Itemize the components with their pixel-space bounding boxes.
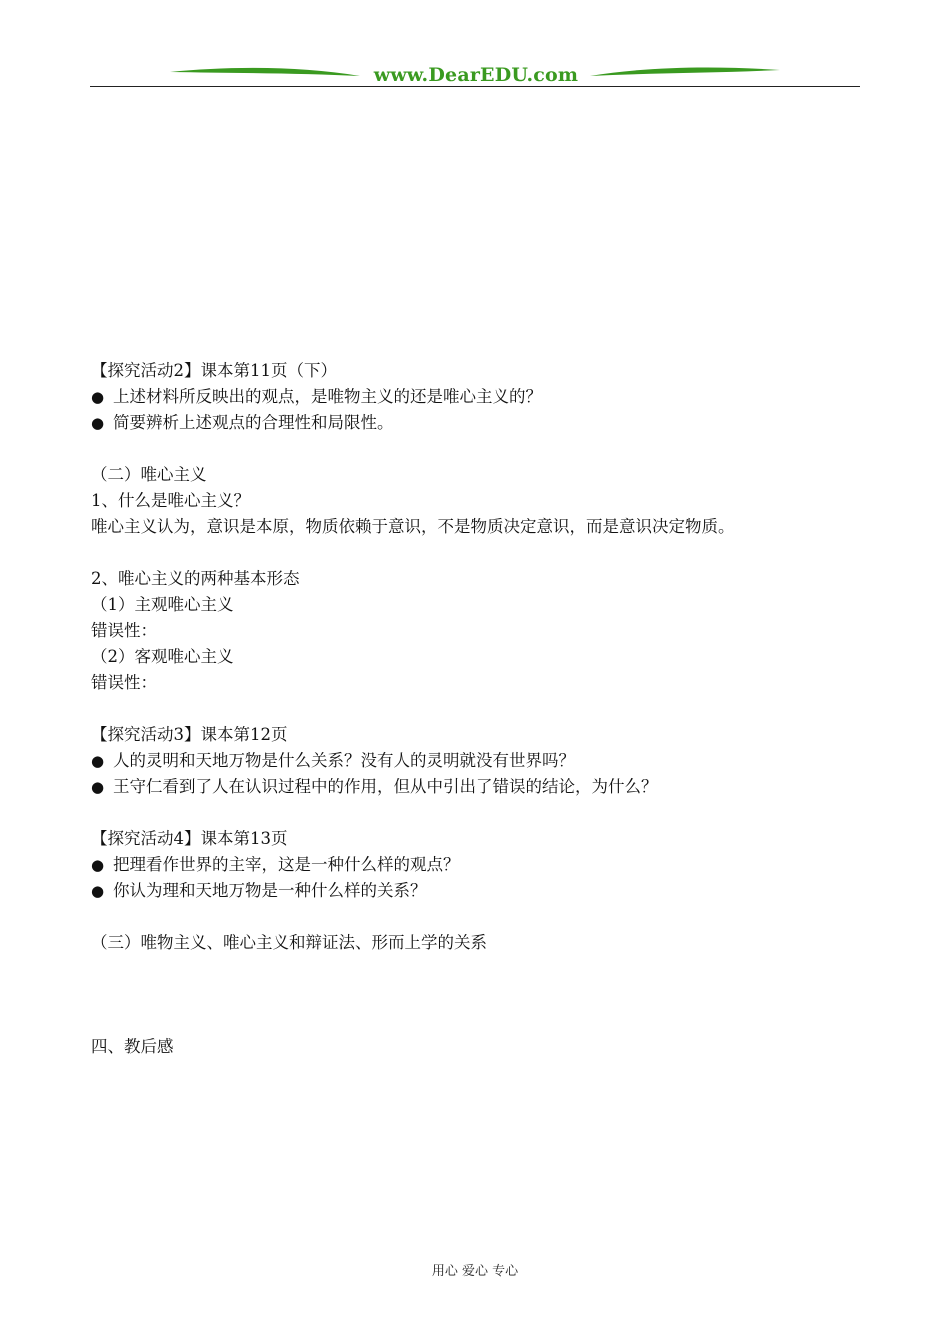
site-logo-text[interactable]: www.DearEDU.com: [373, 64, 579, 86]
activity4-bullet-1: ● 把理看作世界的主宰，这是一种什么样的观点？: [91, 852, 861, 878]
activity4-title: 【探究活动4】课本第13页: [91, 829, 288, 848]
bullet-icon: ●: [91, 752, 105, 770]
activity2-bullet-1: ● 上述材料所反映出的观点，是唯物主义的还是唯心主义的？: [91, 384, 861, 410]
section2-question-2: 2、唯心主义的两种基本形态: [91, 569, 300, 588]
page-footer: 用心 爱心 专心: [431, 1264, 519, 1279]
section2-form-1-error: 错误性：: [91, 621, 157, 640]
section3-heading: （三）唯物主义、唯心主义和辩证法、形而上学的关系: [91, 933, 487, 952]
section2-heading: （二）唯心主义: [91, 465, 207, 484]
bullet-icon: ●: [91, 388, 105, 406]
document-body: [91, 358, 861, 1060]
activity2-bullet-2: ● 简要辨析上述观点的合理性和局限性。: [91, 410, 861, 436]
bullet-icon: ●: [91, 856, 105, 874]
bullet-icon: ●: [91, 414, 105, 432]
activity3-title: 【探究活动3】课本第12页: [91, 725, 288, 744]
activity2-title: 【探究活动2】课本第11页（下）: [91, 361, 337, 380]
activity3-bullet-2: ● 王守仁看到了人在认识过程中的作用，但从中引出了错误的结论，为什么？: [91, 774, 861, 800]
page-header: [90, 60, 860, 90]
activity3-bullet-1: ● 人的灵明和天地万物是什么关系？没有人的灵明就没有世界吗？: [91, 748, 861, 774]
bullet-icon: ●: [91, 778, 105, 796]
section4-heading: 四、教后感: [91, 1037, 174, 1056]
section2-question-1: 1、什么是唯心主义？: [91, 491, 250, 510]
section2-form-2: （2）客观唯心主义: [91, 647, 234, 666]
section2-form-2-error: 错误性：: [91, 673, 157, 692]
bullet-icon: ●: [91, 882, 105, 900]
section2-answer-1: 唯心主义认为，意识是本原，物质依赖于意识，不是物质决定意识，而是意识决定物质。: [91, 517, 735, 536]
activity4-bullet-2: ● 你认为理和天地万物是一种什么样的关系？: [91, 878, 861, 904]
header-divider: [90, 86, 860, 87]
section2-form-1: （1）主观唯心主义: [91, 595, 234, 614]
